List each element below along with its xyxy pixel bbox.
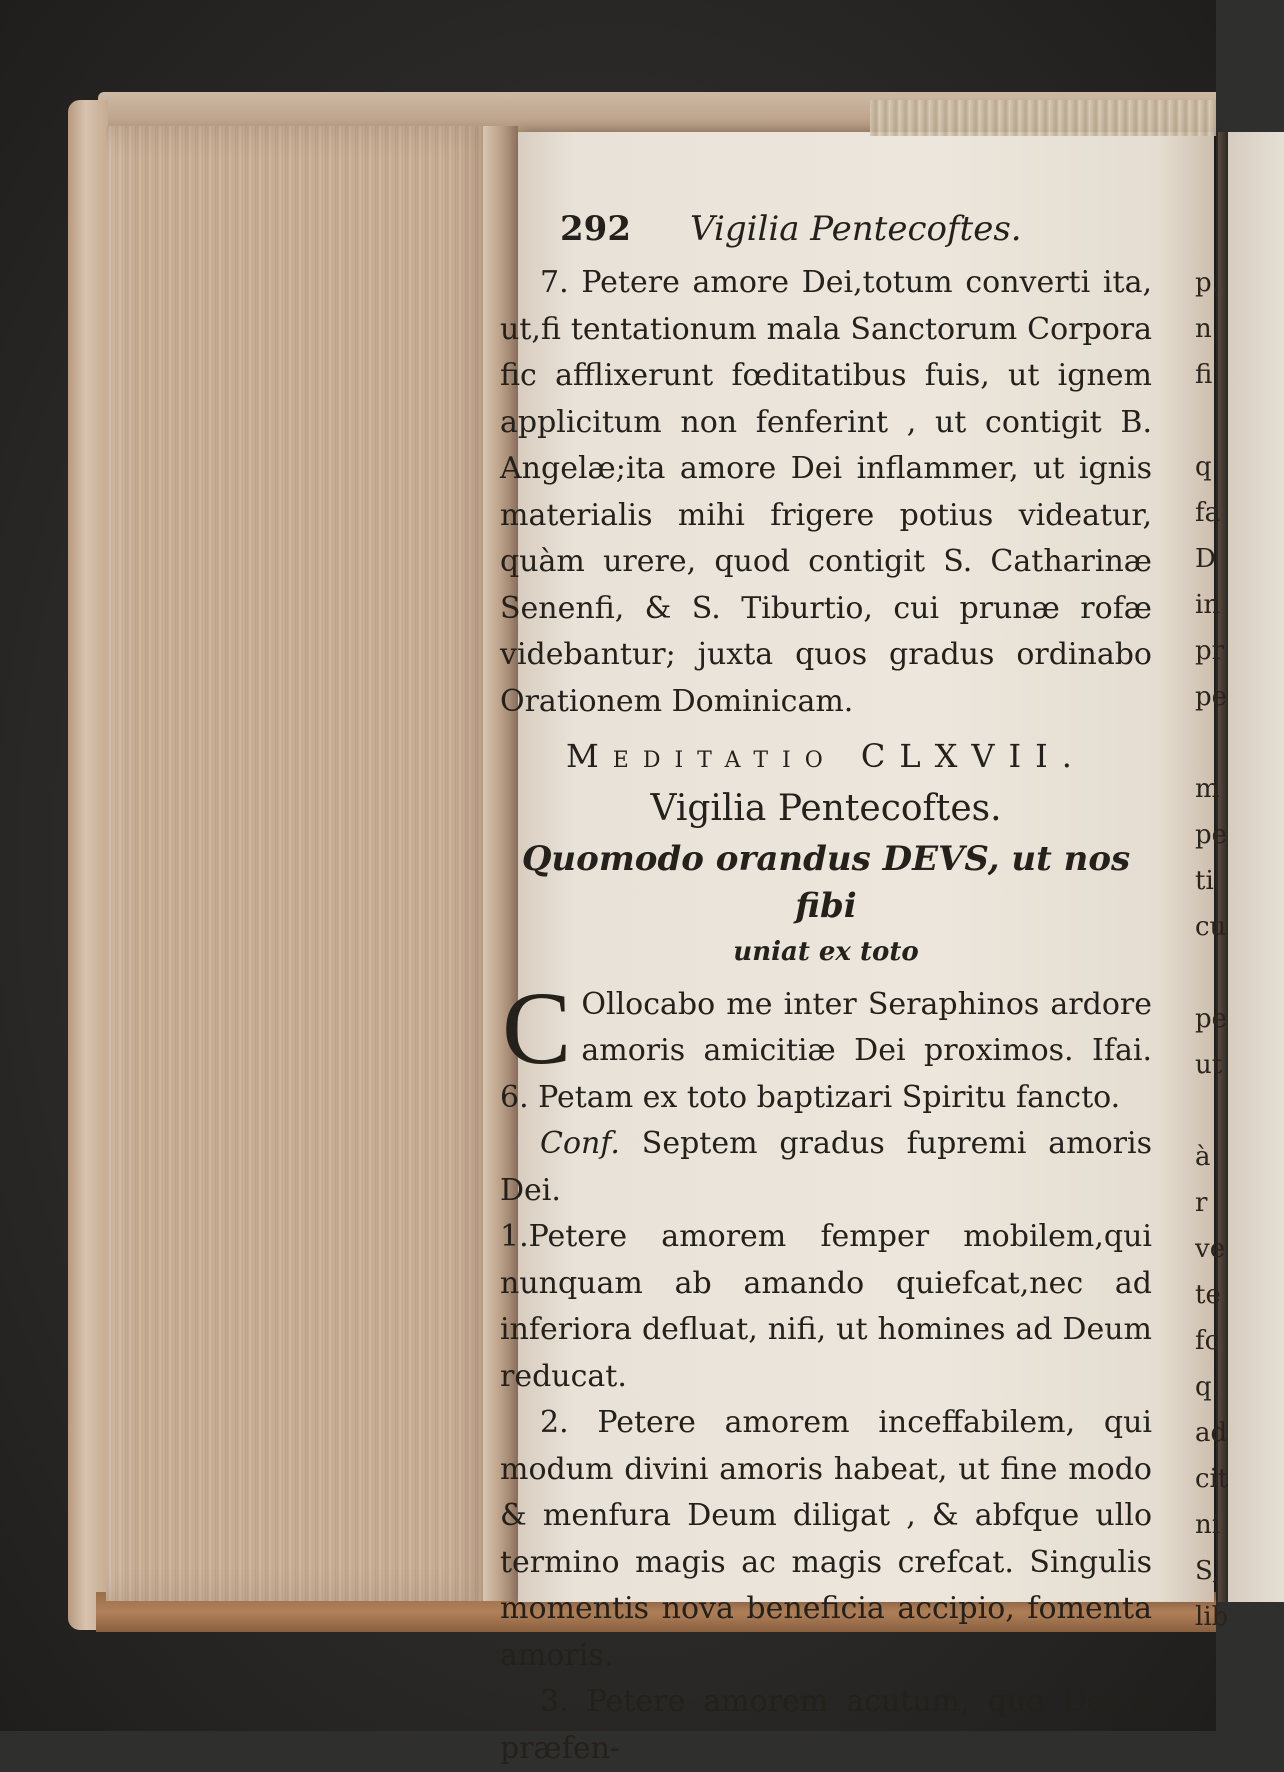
facing-page-fragment: ut [1195, 1050, 1223, 1080]
question-title: Quomodo orandus DEVS, ut nos fibi [521, 839, 1131, 926]
paragraph-1: 1.Petere amorem femper mobilem,qui nunquam ab amando quiefcat,nec ad inferiora defluat, nifi, ut homines ad Deum reducat. [500, 1219, 1152, 1394]
book-spine-edge [68, 100, 108, 1630]
facing-page-fragment: m [1195, 774, 1220, 804]
facing-page-fragment [1195, 950, 1225, 996]
facing-page-fragment: te [1195, 1280, 1221, 1310]
meditation-title: Meditatio CLXVII. [566, 737, 1086, 775]
facing-page-fragment: cit [1195, 1464, 1229, 1494]
binding-strip [870, 100, 1216, 136]
facing-page-fragment: pe [1195, 820, 1228, 850]
page-stack [106, 126, 498, 1601]
facing-page-text [1195, 260, 1229, 1640]
conf-text: Septem gradus fupremi amoris Dei. [500, 1126, 1152, 1208]
page-text [500, 206, 1152, 1772]
facing-page-fragment: ni [1195, 1510, 1221, 1540]
facing-page-fragment [1195, 1088, 1225, 1134]
facing-page-fragment: pe [1195, 1004, 1228, 1034]
facing-page-fragment: ad [1195, 1418, 1228, 1448]
facing-page-fragment: lib [1195, 1602, 1229, 1632]
intro-paragraph [500, 970, 1152, 1122]
facing-page-fragment: ve [1195, 1234, 1226, 1264]
facing-page-fragment: à r [1195, 1142, 1211, 1218]
paragraph-2: 2. Petere amorem inceffabilem, qui modum divini amoris habeat, ut fine modo & menfura Deum diligat , & abfque ullo termino magis ac magis crefcat. Singulis momentis nova beneficia accipio, fomenta amoris. [500, 1405, 1152, 1673]
facing-page-fragment: n [1195, 314, 1212, 344]
facing-page-fragment: ti [1195, 866, 1214, 896]
conf-paragraph [500, 1121, 1152, 1214]
facing-page-fragment: S, [1195, 1556, 1221, 1586]
facing-page-fragment: q [1195, 452, 1212, 482]
facing-page-fragment: fc [1195, 1326, 1220, 1356]
facing-page-fragment: cu [1195, 912, 1227, 942]
facing-page-fragment: D [1195, 544, 1216, 574]
facing-page-fragment [1195, 720, 1225, 766]
vigil-title: Vigilia Pentecoftes. [650, 787, 1002, 829]
conf-label: Conf. [540, 1126, 620, 1161]
facing-page-fragment: in [1195, 590, 1221, 620]
running-head: Vigilia Pentecoftes. [690, 209, 1022, 249]
intro-text: Ollocabo me inter Seraphinos ardore amoris amicitiæ Dei proximos. Ifai. 6. Petam ex toto baptizari Spiritu fancto. [500, 986, 1152, 1115]
page-header [500, 206, 1152, 252]
facing-page [1228, 132, 1284, 1602]
facing-page-fragment: pr [1195, 636, 1225, 666]
facing-page-fragment: pe [1195, 682, 1228, 712]
paragraph-3: 3. Petere amorem acutum, quo Deum præfen- [500, 1684, 1152, 1766]
facing-page-fragment: fa [1195, 498, 1221, 528]
drop-cap: C [502, 970, 572, 1086]
facing-page-fragment [1195, 398, 1225, 444]
question-subtitle: uniat ex toto [733, 937, 919, 967]
facing-page-fragment: p. [1195, 268, 1220, 298]
facing-page-fragment: fi [1195, 360, 1213, 390]
paragraph-7: 7. Petere amore Dei,totum converti ita, ut,fi tentationum mala Sanctorum Corpora fic afflixerunt fœditatibus fuis, ut ignem applicitum non fenferint , ut contigit B. Angelæ;ita amore Dei inflammer, ut ignis materialis mihi frigere potius videatur, quàm urere, quod contigit S. Catharinæ Senenfi, & S. Tiburtio, cui prunæ rofæ videbantur; juxta quos gradus ordinabo Orationem Dominicam. [500, 265, 1152, 719]
facing-page-fragment: q. [1195, 1372, 1220, 1402]
page-number: 292 [560, 209, 631, 249]
